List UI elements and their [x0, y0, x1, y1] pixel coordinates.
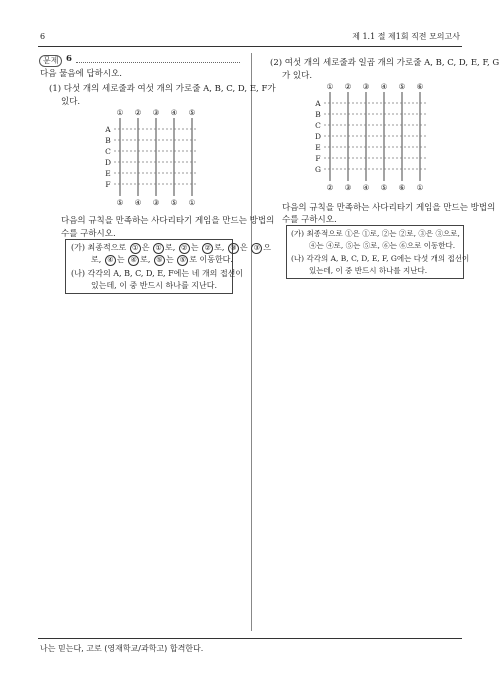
ladder2-bottom-label: ⑥	[398, 183, 406, 192]
ladder2-top-label: ⑥	[416, 82, 424, 91]
footer-rule	[38, 638, 462, 639]
rule-text: 로,	[214, 243, 225, 252]
ladder1-row-label: E	[105, 169, 111, 178]
part2-question-line2: 수를 구하시오.	[282, 215, 337, 225]
ladder1-top-label: ①	[116, 108, 124, 117]
ladder2-row-label: E	[315, 143, 321, 152]
problem-dotted-rule	[76, 62, 240, 63]
circled-number: ①	[130, 243, 141, 254]
ladder2-dashed-rows	[324, 103, 426, 169]
circled-number: ③	[251, 243, 262, 254]
problem-badge: 문제	[39, 55, 62, 67]
part1-rule-na-line2: 있는데, 이 중 반드시 하나를 지난다.	[91, 281, 217, 290]
problem-intro: 다음 물음에 답하시오.	[40, 69, 123, 79]
rule-text: 는	[190, 243, 199, 252]
rule-text: 으	[263, 243, 271, 252]
problem-number: 6	[66, 54, 72, 64]
ladder1-bottom-label: ⑤	[170, 198, 178, 207]
ladder1-bottom-label: ①	[188, 198, 196, 207]
part1-rule-na-line1: (나) 각각의 A, B, C, D, E, F에는 네 개의 접선이	[71, 269, 244, 278]
ladder2-row-label: B	[315, 110, 321, 119]
part2-rule-ga-line2: ④는 ④로, ⑤는 ⑤로, ⑥는 ⑥으로 이동한다.	[309, 241, 456, 250]
ladder1-top-label: ③	[152, 108, 160, 117]
ladder1-row-label: A	[105, 125, 111, 134]
ladder2-top-label: ①	[326, 82, 334, 91]
ladder1-top-label: ⑤	[188, 108, 196, 117]
ladder2-top-label: ⑤	[398, 82, 406, 91]
page-number: 6	[40, 32, 46, 41]
ladder1-row-label: C	[105, 147, 111, 156]
rule-text: 로,	[140, 255, 151, 264]
column-divider	[251, 53, 252, 631]
ladder2-row-label: A	[315, 99, 321, 108]
rule-text: 은	[239, 243, 248, 252]
circled-number: ②	[202, 243, 213, 254]
circled-number: ⑤	[154, 255, 165, 266]
ladder2-bottom-label: ①	[416, 183, 424, 192]
circled-number: ④	[128, 255, 139, 266]
circled-number: ②	[179, 243, 190, 254]
rule-text: 은	[141, 243, 150, 252]
rule-text: 로,	[91, 255, 102, 264]
rule-text: 는	[165, 255, 174, 264]
footer-motto: 나는 믿는다, 고로 (영재학교/과학고) 합격한다.	[40, 644, 204, 653]
rule-text: 로 이동한다.	[189, 255, 233, 264]
ladder-diagram-6x7	[310, 80, 440, 193]
part2-rule-na-line1: (나) 각각의 A, B, C, D, E, F, G에는 다섯 개의 접선이	[291, 254, 470, 263]
ladder2-top-label: ④	[380, 82, 388, 91]
part1-question-line2: 수를 구하시오.	[61, 229, 116, 239]
ladder1-row-label: D	[104, 158, 112, 167]
part2-question-line1: 다음의 규칙을 만족하는 사다리타기 게임을 만드는 방법의	[282, 203, 496, 213]
rule-text: 는	[116, 255, 125, 264]
circled-number: ③	[228, 243, 239, 254]
chapter-title: 제 1.1 절 제1회 직전 모의고사	[352, 32, 460, 41]
ladder2-row-label: F	[315, 154, 321, 163]
ladder1-bottom-label: ③	[152, 198, 160, 207]
header-rule	[38, 46, 462, 47]
ladder1-bottom-label: ⑤	[116, 198, 124, 207]
part1-question-line1: 다음의 규칙을 만족하는 사다리타기 게임을 만드는 방법의	[61, 216, 275, 226]
circled-number: ④	[105, 255, 116, 266]
ladder-diagram-5x6	[100, 106, 210, 208]
ladder1-row-label: F	[105, 180, 111, 189]
ladder1-row-label: B	[105, 136, 111, 145]
ladder1-bottom-label: ④	[134, 198, 142, 207]
rule-ga-prefix: (가) 최종적으로	[71, 243, 127, 252]
circled-number: ①	[153, 243, 164, 254]
ladder2-bottom-label: ③	[344, 183, 352, 192]
part1-rule-ga-line2	[91, 253, 233, 266]
part1-line1: (1) 다섯 개의 세로줄과 여섯 개의 가로줄 A, B, C, D, E, F가	[49, 84, 276, 94]
circled-number: ⑤	[177, 255, 188, 266]
ladder2-top-label: ②	[344, 82, 352, 91]
part1-line2: 있다.	[61, 97, 81, 107]
ladder1-top-label: ②	[134, 108, 142, 117]
ladder2-row-label: C	[315, 121, 321, 130]
rule-text: 로,	[164, 243, 176, 252]
part2-line2: 가 있다.	[282, 71, 313, 81]
ladder2-bottom-label: ④	[362, 183, 370, 192]
ladder1-top-label: ④	[170, 108, 178, 117]
ladder2-verticals	[330, 92, 420, 181]
part2-rule-na-line2: 있는데, 이 중 반드시 하나를 지난다.	[309, 266, 428, 275]
part2-line1: (2) 여섯 개의 세로줄과 일곱 개의 가로줄 A, B, C, D, E, F, G	[270, 58, 500, 68]
ladder2-row-label: G	[315, 165, 321, 174]
ladder2-bottom-label: ⑤	[380, 183, 388, 192]
ladder2-row-label: D	[314, 132, 322, 141]
part2-rule-ga-line1: (가) 최종적으로 ①은 ①로, ②는 ②로, ③은 ③으로,	[291, 229, 460, 238]
ladder2-top-label: ③	[362, 82, 370, 91]
ladder2-bottom-label: ②	[326, 183, 334, 192]
